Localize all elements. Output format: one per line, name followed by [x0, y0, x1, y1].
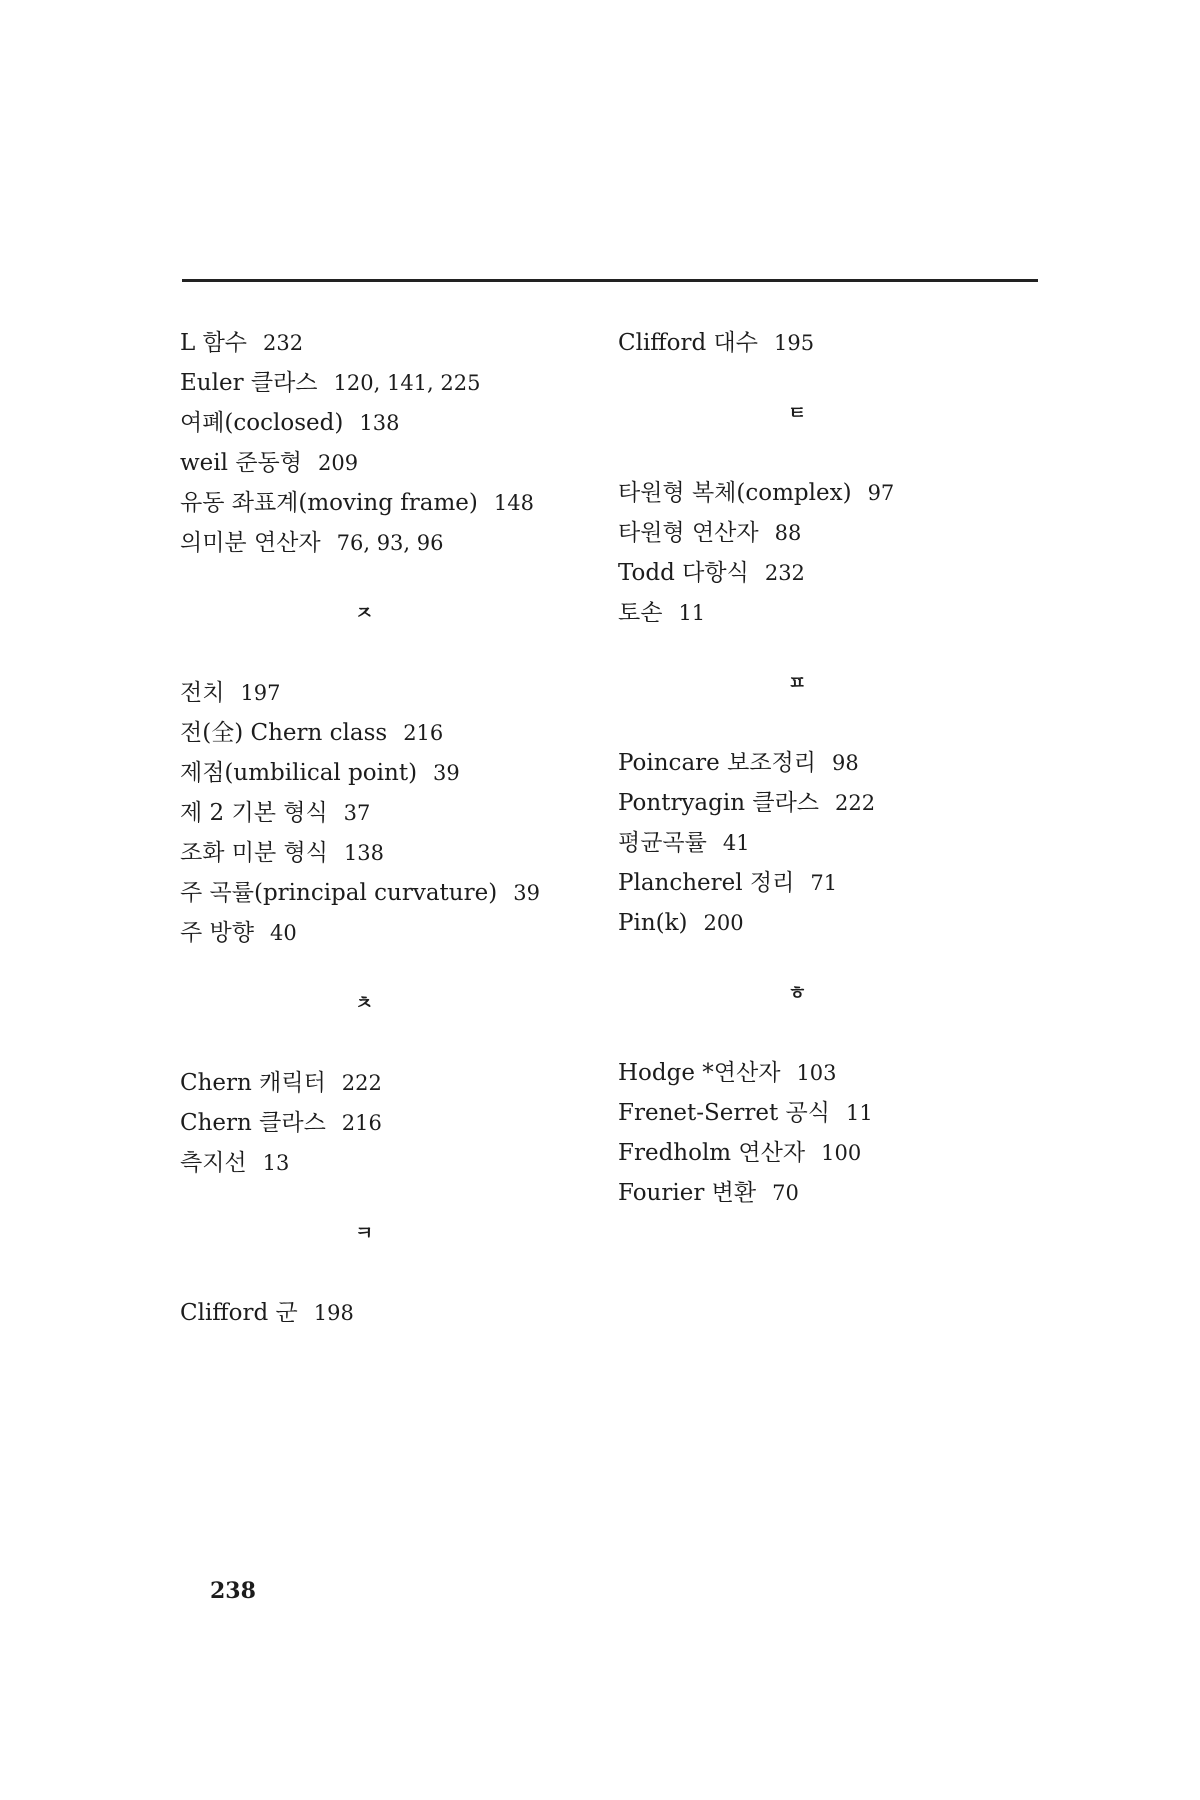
- entry-term: Chern 캐릭터: [180, 1070, 326, 1096]
- section-letter: ㅈ: [355, 602, 374, 624]
- index-entry: [180, 483, 620, 523]
- index-entry: [618, 823, 1058, 863]
- index-entry: [180, 443, 620, 483]
- entry-term: Clifford 군: [180, 1300, 298, 1326]
- index-entry: [180, 753, 620, 793]
- entry-term: Fourier 변환: [618, 1180, 757, 1206]
- entry-term: 평균곡률: [618, 830, 707, 856]
- section-letter: ㅍ: [788, 672, 807, 694]
- index-entry: [618, 593, 1058, 633]
- section-letter: ㅌ: [788, 402, 807, 424]
- entry-pages: 97: [867, 481, 895, 505]
- index-entry: [180, 833, 620, 873]
- entry-term: 유동 좌표계(moving frame): [180, 490, 478, 516]
- section-letter: ㅎ: [788, 982, 807, 1004]
- entry-term: Clifford 대수: [618, 330, 758, 356]
- entry-pages: 13: [262, 1151, 290, 1175]
- entry-term: 조화 미분 형식: [180, 840, 328, 866]
- index-entry: [618, 1093, 1058, 1133]
- entry-term: 측지선: [180, 1150, 247, 1176]
- entry-pages: 222: [835, 791, 876, 815]
- entry-term: L 함수: [180, 330, 248, 356]
- page-number: 238: [210, 1578, 256, 1604]
- index-entry: [180, 323, 620, 363]
- entry-pages: 197: [240, 681, 281, 705]
- right-column: [618, 323, 1058, 1213]
- index-entry: [618, 863, 1058, 903]
- entry-term: Fredholm 연산자: [618, 1140, 806, 1166]
- index-entry: [180, 1143, 620, 1183]
- entry-pages: 209: [317, 451, 359, 475]
- entry-term: Chern 클라스: [180, 1110, 326, 1136]
- entry-pages: 100: [821, 1141, 862, 1165]
- entry-pages: 195: [773, 331, 815, 355]
- index-entry: [618, 1173, 1058, 1213]
- index-entry: [180, 403, 620, 443]
- index-entry: [618, 473, 1058, 513]
- entry-pages: 71: [810, 871, 838, 895]
- entry-term: Frenet-Serret 공식: [618, 1100, 830, 1126]
- index-entry: [618, 783, 1058, 823]
- entry-pages: 76, 93, 96: [336, 531, 444, 555]
- entry-pages: 232: [764, 561, 805, 585]
- entry-term: Hodge *연산자: [618, 1060, 781, 1086]
- entry-pages: 37: [343, 801, 371, 825]
- entry-pages: 40: [269, 921, 297, 945]
- entry-pages: 39: [433, 761, 460, 785]
- entry-term: 제점(umbilical point): [180, 760, 418, 786]
- entry-term: Pin(k): [618, 910, 688, 936]
- entry-pages: 138: [343, 841, 385, 865]
- index-entry: [180, 673, 620, 713]
- entry-pages: 41: [722, 831, 750, 855]
- entry-term: 타원형 복체(complex): [618, 480, 852, 506]
- index-entry: [618, 323, 1058, 363]
- entry-pages: 70: [772, 1181, 799, 1205]
- entry-pages: 11: [678, 601, 706, 625]
- index-entry: [180, 523, 620, 563]
- entry-pages: 222: [341, 1071, 382, 1095]
- index-entry: [180, 793, 620, 833]
- index-entry: [180, 1103, 620, 1143]
- entry-pages: 200: [703, 911, 744, 935]
- entry-pages: 216: [341, 1111, 382, 1135]
- entry-term: Euler 클라스: [180, 370, 318, 396]
- index-entry: [180, 363, 620, 403]
- index-entry: [180, 713, 620, 753]
- entry-term: 여폐(coclosed): [180, 410, 344, 436]
- entry-pages: 98: [831, 751, 859, 775]
- index-entry: [618, 903, 1058, 943]
- entry-term: 타원형 연산자: [618, 520, 759, 546]
- section-letter: ㅊ: [355, 992, 374, 1014]
- index-entry: [618, 743, 1058, 783]
- left-column: [180, 323, 620, 1333]
- entry-term: Pontryagin 클라스: [618, 790, 820, 816]
- entry-term: 제 2 기본 형식: [180, 800, 328, 826]
- index-entry: [180, 1293, 620, 1333]
- entry-term: 토손: [618, 600, 663, 626]
- index-entry: [180, 1063, 620, 1103]
- entry-pages: 216: [403, 721, 444, 745]
- entry-term: 전(全) Chern class: [180, 720, 388, 746]
- entry-pages: 232: [263, 331, 304, 355]
- entry-term: Todd 다항식: [618, 560, 749, 586]
- entry-term: 주 방향: [180, 920, 254, 946]
- entry-term: weil 준동형: [180, 450, 302, 476]
- index-entry: [618, 1053, 1058, 1093]
- entry-term: 전치: [180, 680, 225, 706]
- entry-pages: 148: [493, 491, 534, 515]
- entry-pages: 88: [774, 521, 802, 545]
- top-rule: [182, 279, 1038, 282]
- index-entry: [180, 913, 620, 953]
- entry-term: Poincare 보조정리: [618, 750, 816, 776]
- index-entry: [618, 1133, 1058, 1173]
- index-entry: [618, 513, 1058, 553]
- section-letter: ㅋ: [355, 1222, 374, 1244]
- entry-pages: 120, 141, 225: [333, 371, 481, 395]
- entry-term: 주 곡률(principal curvature): [180, 880, 498, 906]
- entry-term: Plancherel 정리: [618, 870, 795, 896]
- entry-pages: 103: [796, 1061, 837, 1085]
- entry-pages: 39: [513, 881, 540, 905]
- index-entry: [180, 873, 620, 913]
- entry-pages: 138: [359, 411, 400, 435]
- entry-pages: 198: [313, 1301, 354, 1325]
- entry-term: 의미분 연산자: [180, 530, 321, 556]
- index-entry: [618, 553, 1058, 593]
- entry-pages: 11: [845, 1101, 873, 1125]
